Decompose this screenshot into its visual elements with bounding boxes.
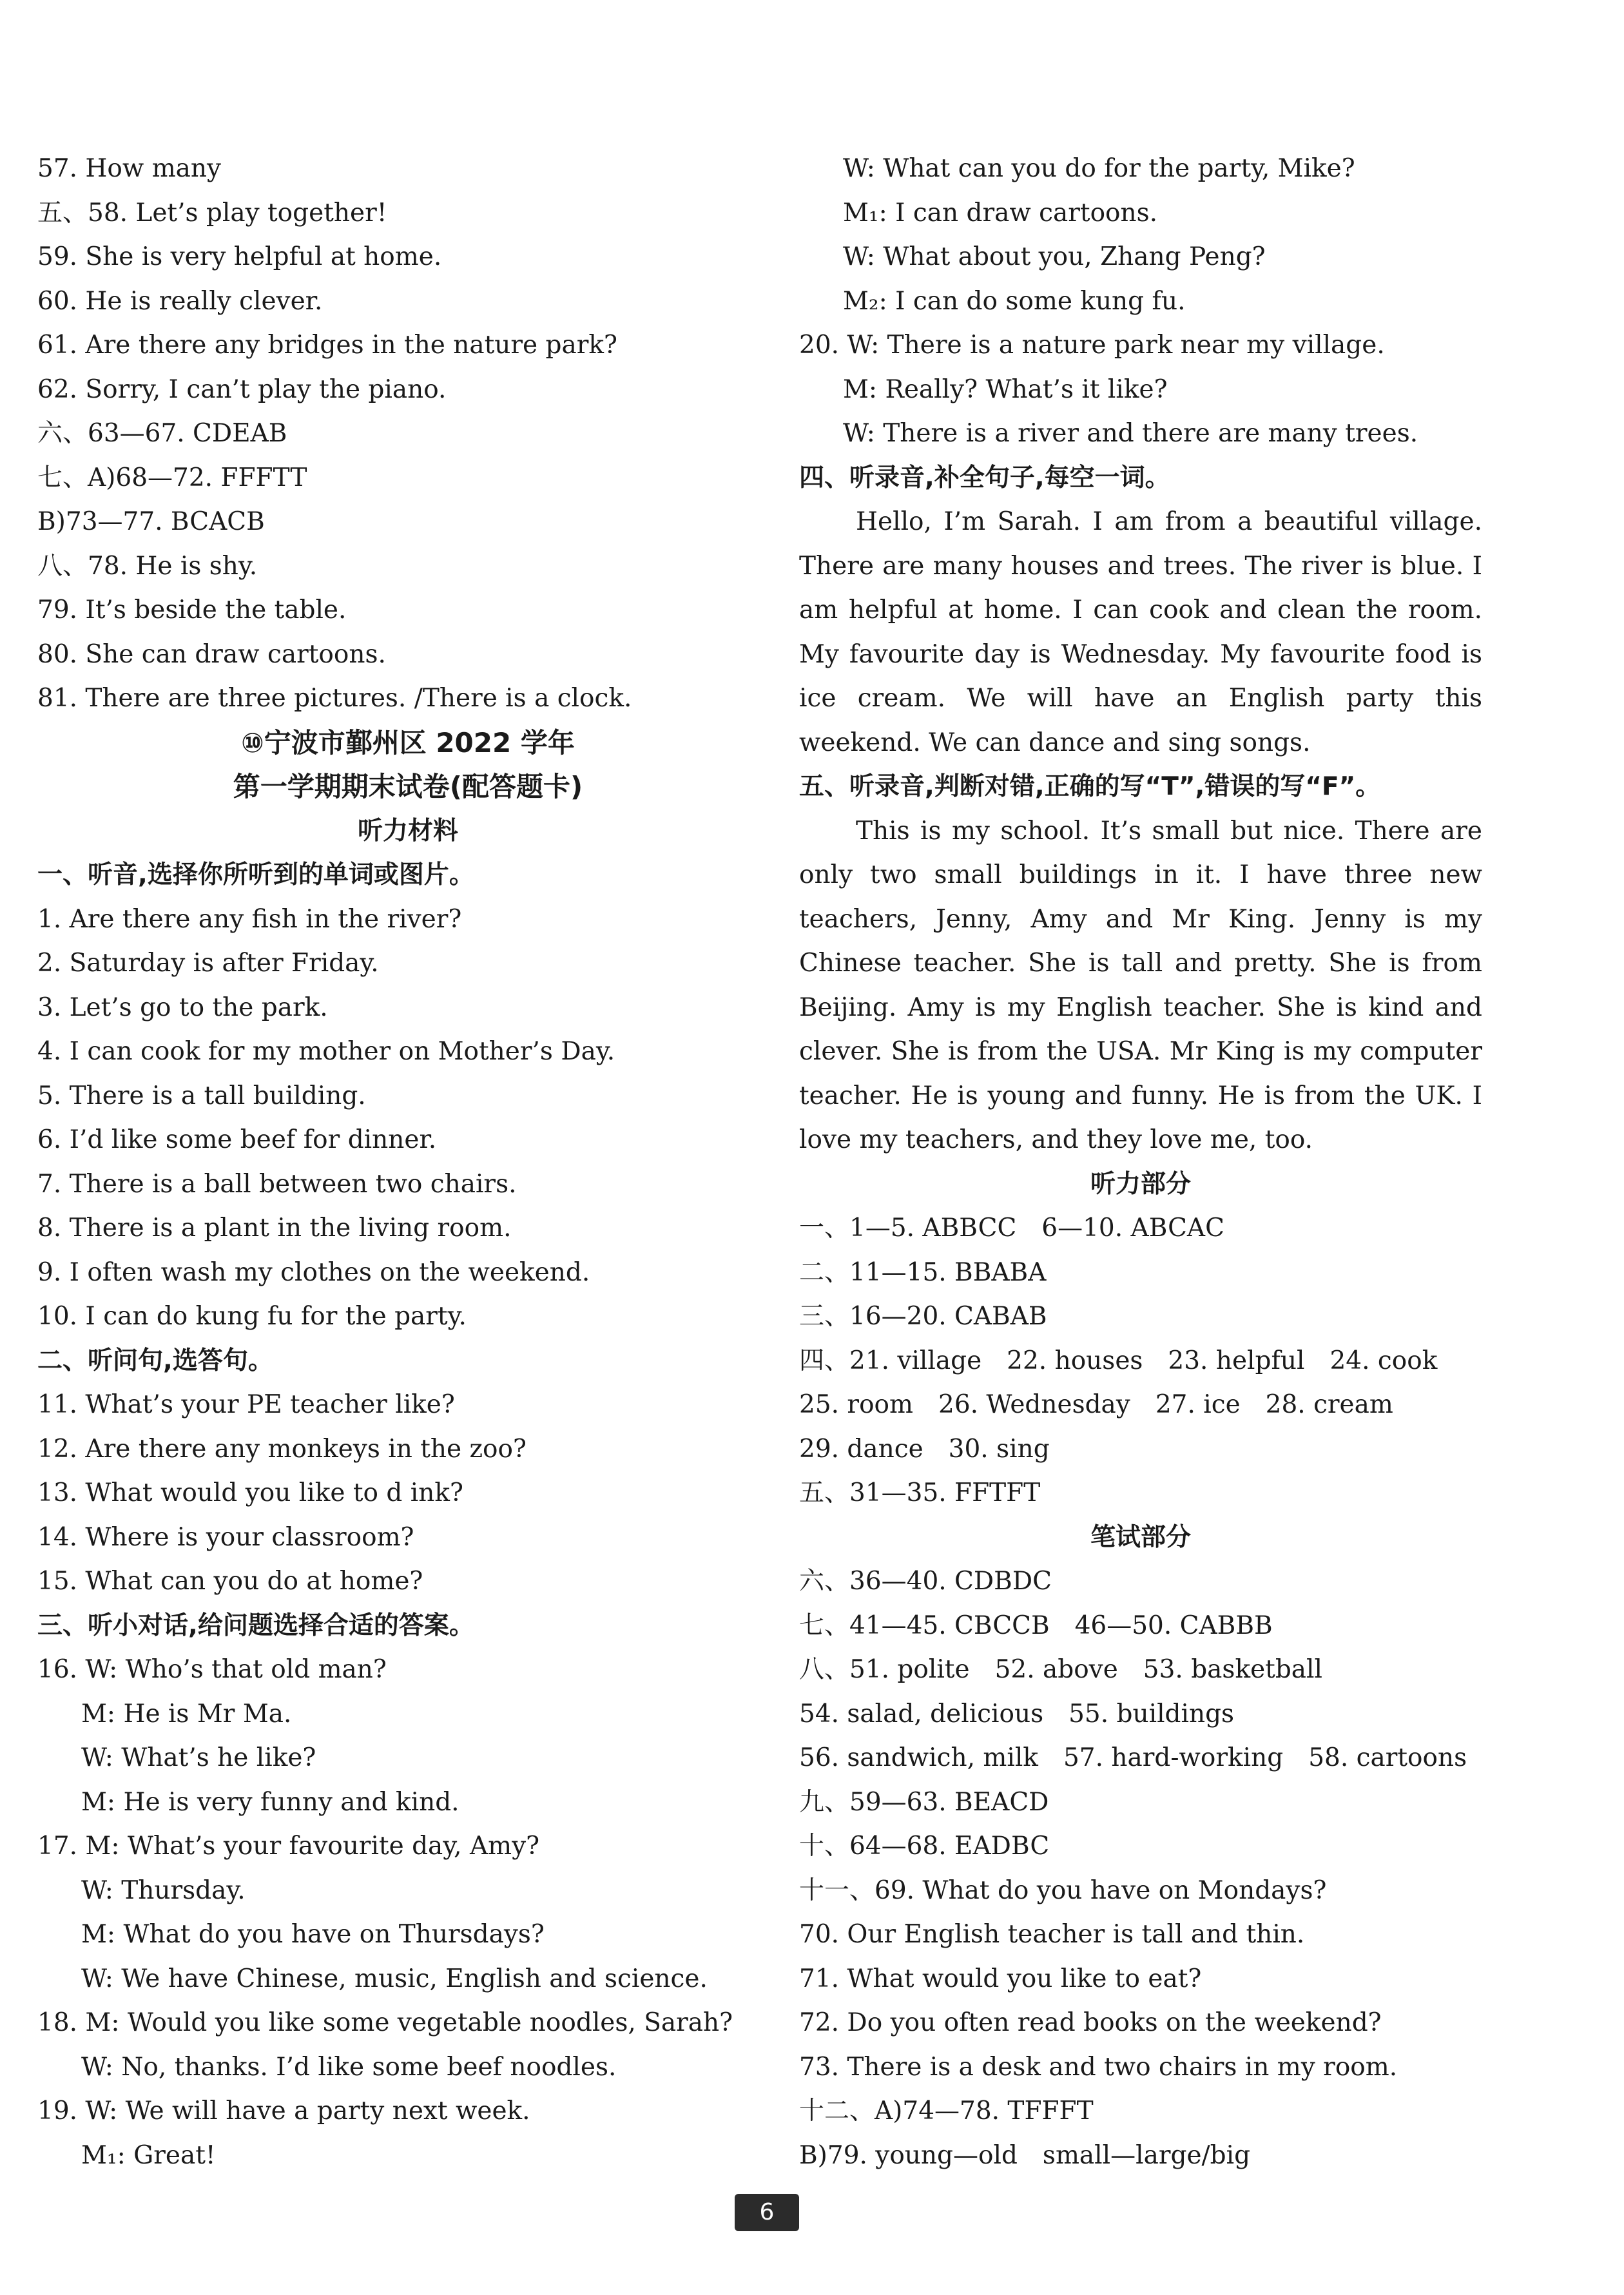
- text-line: B)79. young—old small—large/big: [799, 2140, 1251, 2170]
- text-line: 十一、69. What do you have on Mondays?: [799, 1875, 1327, 1905]
- listening-passage-1: [799, 500, 1482, 765]
- text-line: M₁: I can draw cartoons.: [843, 198, 1158, 228]
- passage-2-text: This is my school. It’s small but nice. There are only two small buildings in it. I have three new teachers, Jenny, Amy and Mr King. Jenny is my Chinese teacher. She is tall and pretty. She is from Beijing. Amy is my English teacher. She is kind and clever. She is from the USA. Mr King is my computer teacher. He is young and funny. He is from the UK. I love my teachers, and they love me, too.: [799, 816, 1482, 1154]
- part-heading: 听力材料: [357, 816, 458, 846]
- text-line: 2. Saturday is after Friday.: [37, 949, 379, 978]
- text-line: 三、16—20. CABAB: [799, 1302, 1047, 1331]
- text-line: 1. Are there any fish in the river?: [37, 904, 462, 934]
- text-line: M: Really? What’s it like?: [843, 374, 1168, 404]
- text-line: 3. Let’s go to the park.: [37, 993, 328, 1022]
- text-line: 70. Our English teacher is tall and thin.: [799, 1920, 1305, 1949]
- section-5-heading: 五、听录音,判断对错,正确的写“T”,错误的写“F”。: [799, 772, 1381, 801]
- text-line: 25. room 26. Wednesday 27. ice 28. cream: [799, 1390, 1393, 1419]
- text-line: 13. What would you like to d ink?: [37, 1478, 463, 1507]
- text-line: 72. Do you often read books on the weekend?: [799, 2008, 1382, 2037]
- section-heading: 一、听音,选择你所听到的单词或图片。: [37, 860, 474, 889]
- text-line: M: He is Mr Ma.: [81, 1699, 292, 1729]
- text-line: 60. He is really clever.: [37, 286, 323, 316]
- text-line: W: There is a river and there are many trees.: [843, 419, 1418, 448]
- section-heading: 四、听录音,补全句子,每空一词。: [799, 463, 1170, 492]
- text-line: 八、51. polite 52. above 53. basketball: [799, 1655, 1322, 1684]
- text-line: W: What can you do for the party, Mike?: [843, 154, 1355, 183]
- text-line: 八、78. He is shy.: [37, 551, 258, 581]
- text-line: 61. Are there any bridges in the nature park?: [37, 331, 617, 360]
- text-line: W: Thursday.: [81, 1875, 246, 1905]
- part-heading: 笔试部分: [1090, 1522, 1191, 1552]
- text-line: 五、58. Let’s play together!: [37, 198, 387, 228]
- text-line: W: No, thanks. I’d like some beef noodles.: [81, 2052, 617, 2082]
- text-line: 一、1—5. ABBCC 6—10. ABCAC: [799, 1214, 1224, 1243]
- text-line: M₂: I can do some kung fu.: [843, 286, 1186, 316]
- text-line: 71. What would you like to eat?: [799, 1964, 1202, 1993]
- passage-1-text: Hello, I’m Sarah. I am from a beautiful village. There are many houses and trees. The river is blue. I am helpful at home. I can cook and clean the room. My favourite day is Wednesday. My favourite food is ice cream. We will have an English party this weekend. We can dance and sing songs.: [799, 507, 1482, 757]
- text-line: 七、41—45. CBCCB 46—50. CABBB: [799, 1611, 1273, 1640]
- text-line: 81. There are three pictures. /There is a clock.: [37, 684, 632, 713]
- text-line: 9. I often wash my clothes on the weekend.: [37, 1257, 590, 1287]
- text-line: 11. What’s your PE teacher like?: [37, 1390, 455, 1419]
- text-line: W: What about you, Zhang Peng?: [843, 242, 1266, 271]
- section-heading: 三、听小对话,给问题选择合适的答案。: [37, 1611, 474, 1640]
- text-line: M: What do you have on Thursdays?: [81, 1920, 545, 1949]
- page-number: 6: [735, 2194, 799, 2231]
- text-line: 12. Are there any monkeys in the zoo?: [37, 1434, 527, 1464]
- text-line: 17. M: What’s your favourite day, Amy?: [37, 1832, 540, 1861]
- text-line: 59. She is very helpful at home.: [37, 242, 442, 271]
- text-line: 十、64—68. EADBC: [799, 1832, 1050, 1861]
- text-line: 8. There is a plant in the living room.: [37, 1214, 512, 1243]
- text-line: 5. There is a tall building.: [37, 1081, 366, 1110]
- text-line: 七、A)68—72. FFFTT: [37, 463, 307, 492]
- text-line: 二、11—15. BBABA: [799, 1257, 1047, 1287]
- text-line: 62. Sorry, I can’t play the piano.: [37, 374, 447, 404]
- text-line: 19. W: We will have a party next week.: [37, 2096, 530, 2126]
- text-line: 16. W: Who’s that old man?: [37, 1655, 387, 1684]
- listening-passage-2: [799, 809, 1482, 1163]
- text-line: M: He is very funny and kind.: [81, 1787, 459, 1817]
- text-line: 18. M: Would you like some vegetable noodles, Sarah?: [37, 2008, 733, 2037]
- text-line: 六、36—40. CDBDC: [799, 1567, 1052, 1596]
- text-line: 14. Where is your classroom?: [37, 1522, 414, 1552]
- text-line: B)73—77. BCACB: [37, 507, 265, 536]
- text-line: 56. sandwich, milk 57. hard-working 58. cartoons: [799, 1743, 1467, 1772]
- text-line: 20. W: There is a nature park near my village.: [799, 331, 1385, 360]
- text-line: W: We have Chinese, music, English and science.: [81, 1964, 708, 1993]
- text-line: 15. What can you do at home?: [37, 1567, 423, 1596]
- text-line: 九、59—63. BEACD: [799, 1787, 1049, 1817]
- right-column: [799, 147, 1482, 2178]
- text-line: 四、21. village 22. houses 23. helpful 24. cook: [799, 1346, 1438, 1375]
- section-heading: 二、听问句,选答句。: [37, 1346, 273, 1375]
- text-line: 29. dance 30. sing: [799, 1434, 1050, 1464]
- text-line: W: What’s he like?: [81, 1743, 316, 1772]
- text-line: 54. salad, delicious 55. buildings: [799, 1699, 1235, 1729]
- text-line: 10. I can do kung fu for the party.: [37, 1302, 467, 1331]
- text-line: 6. I’d like some beef for dinner.: [37, 1125, 437, 1154]
- text-line: 7. There is a ball between two chairs.: [37, 1169, 517, 1199]
- text-line: 73. There is a desk and two chairs in my room.: [799, 2052, 1398, 2082]
- left-column: [37, 147, 778, 2178]
- text-line: 80. She can draw cartoons.: [37, 639, 386, 669]
- exam-title: ⑩宁波市鄞州区 2022 学年: [241, 726, 575, 759]
- text-line: 六、63—67. CDEAB: [37, 419, 287, 448]
- text-line: 57. How many: [37, 154, 222, 183]
- text-line: 79. It’s beside the table.: [37, 596, 347, 625]
- exam-title: 第一学期期末试卷(配答题卡): [233, 771, 583, 802]
- right-top-lines: [799, 147, 1482, 500]
- text-line: 十二、A)74—78. TFFFT: [799, 2096, 1094, 2126]
- text-line: 五、31—35. FFTFT: [799, 1478, 1041, 1507]
- part-heading: 听力部分: [1090, 1169, 1191, 1199]
- right-bottom-lines: [799, 1163, 1482, 2178]
- text-line: M₁: Great!: [81, 2140, 216, 2170]
- text-line: 4. I can cook for my mother on Mother’s Day.: [37, 1037, 615, 1066]
